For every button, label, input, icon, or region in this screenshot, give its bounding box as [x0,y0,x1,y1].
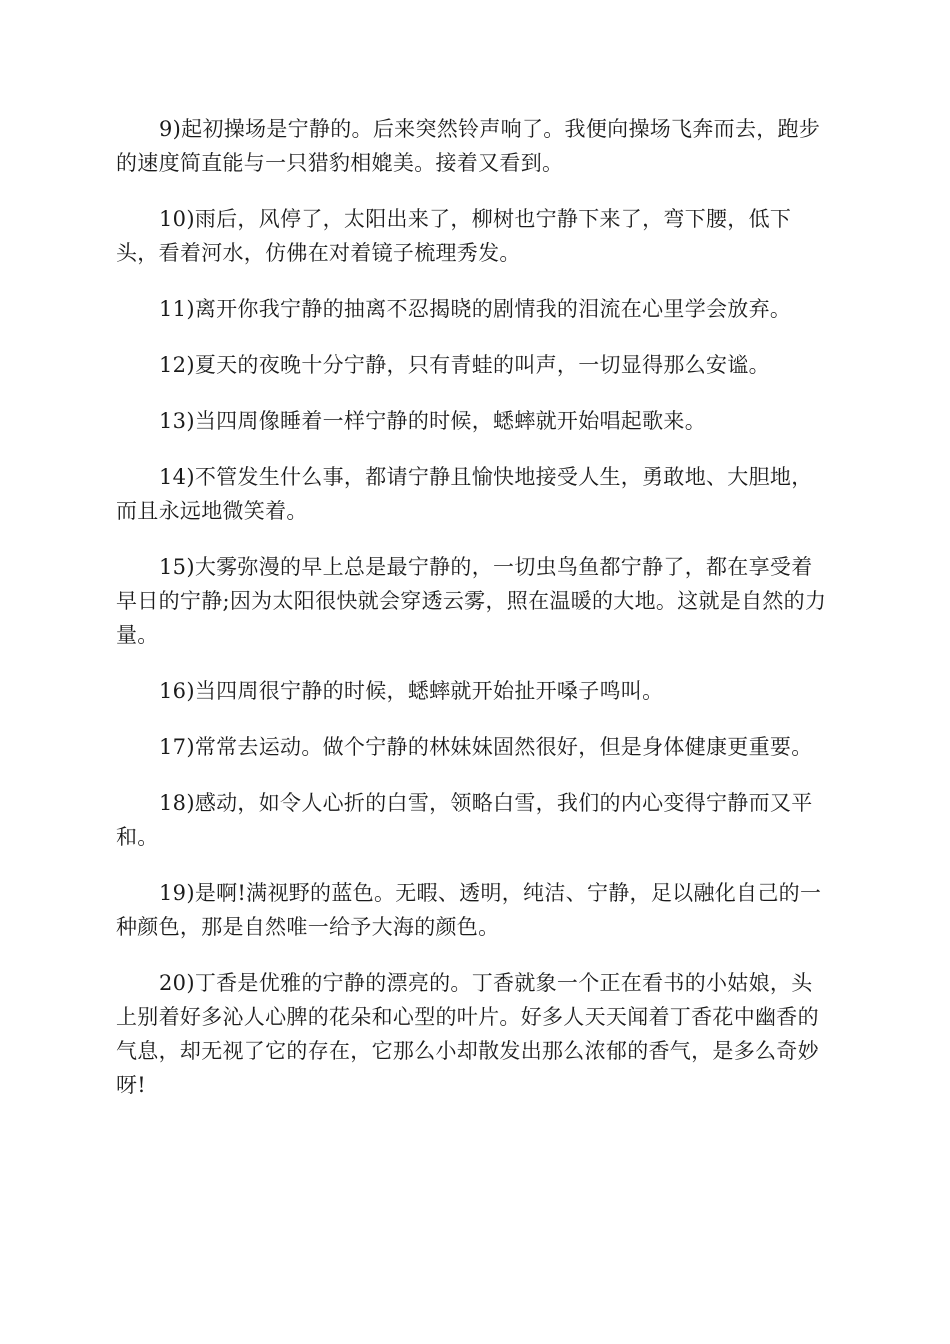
document-body [116,112,832,1124]
paragraph-13: 13)当四周像睡着一样宁静的时候，蟋蟀就开始唱起歌来。 [159,409,707,433]
paragraph-11: 11)离开你我宁静的抽离不忍揭晓的剧情我的泪流在心里学会放弃。 [159,297,792,321]
paragraph-18: 18)感动，如令人心折的白雪，领略白雪，我们的内心变得宁静而又平和。 [116,791,813,849]
paragraph-9: 9)起初操场是宁静的。后来突然铃声响了。我便向操场飞奔而去，跑步的速度简直能与一只猎豹相媲美。接着又看到。 [116,117,821,175]
paragraph-16: 16)当四周很宁静的时候，蟋蟀就开始扯开嗓子鸣叫。 [159,679,664,703]
paragraph-15: 15)大雾弥漫的早上总是最宁静的，一切虫鸟鱼都宁静了，都在享受着早日的宁静;因为太阳很快就会穿透云雾，照在温暖的大地。这就是自然的力量。 [116,555,827,647]
paragraph-20: 20)丁香是优雅的宁静的漂亮的。丁香就象一个正在看书的小姑娘，头上别着好多沁人心脾的花朵和心型的叶片。好多人天天闻着丁香花中幽香的气息，却无视了它的存在，它那么小却散发出那么浓郁的香气，是多么奇妙呀! [116,971,819,1097]
paragraph-10: 10)雨后，风停了，太阳出来了，柳树也宁静下来了，弯下腰，低下头，看着河水，仿佛在对着镜子梳理秀发。 [116,207,792,265]
paragraph-14: 14)不管发生什么事，都请宁静且愉快地接受人生，勇敢地、大胆地，而且永远地微笑着。 [116,465,813,523]
paragraph-17: 17)常常去运动。做个宁静的林妹妹固然很好，但是身体健康更重要。 [159,735,813,759]
paragraph-19: 19)是啊!满视野的蓝色。无暇、透明，纯洁、宁静，足以融化自己的一种颜色，那是自然唯一给予大海的颜色。 [116,881,822,939]
paragraph-12: 12)夏天的夜晚十分宁静，只有青蛙的叫声，一切显得那么安谧。 [159,353,770,377]
